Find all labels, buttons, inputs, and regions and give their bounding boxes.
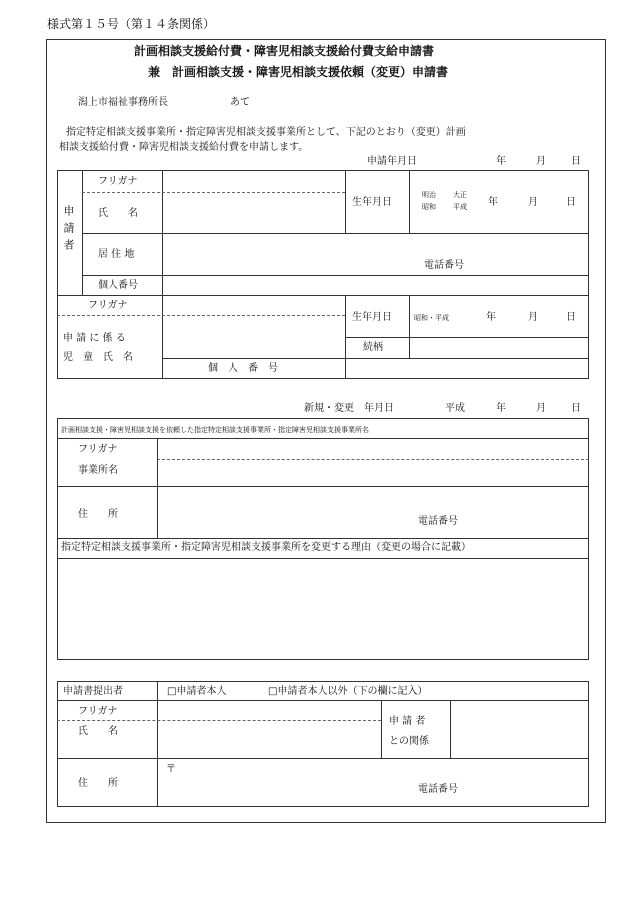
child-relation-label: 続柄: [363, 342, 383, 353]
child-birth-day-unit: 日: [566, 312, 576, 323]
change-date-year-unit: 年: [496, 403, 506, 414]
submitter-name-label: 氏 名: [78, 726, 118, 737]
child-label-line1: 申 請 に 係 る: [63, 333, 126, 344]
era-heisei-option: 平成: [453, 203, 467, 211]
office-table: [57, 418, 589, 660]
office-address-label: 住 所: [78, 509, 118, 520]
application-date-day-unit: 日: [571, 156, 581, 167]
submitter-phone-label: 電話番号: [418, 784, 458, 795]
addressee-suffix: あて: [230, 97, 250, 108]
submitter-relation-line2: との関係: [389, 736, 429, 747]
postal-mark: 〒: [166, 764, 176, 775]
addressee: 潟上市福祉事務所長: [78, 97, 168, 108]
office-name-label: 事業所名: [78, 465, 118, 476]
office-header: 計画相談支援・障害児相談支援を依頼した指定特定相談支援事業所・指定障害児相談支援事業所名: [61, 426, 369, 434]
applicant-birthdate-label: 生年月日: [352, 197, 392, 208]
change-date-day-unit: 日: [571, 403, 581, 414]
application-date-year-unit: 年: [496, 156, 506, 167]
change-date-label: 新規・変更 年月日: [304, 403, 394, 414]
child-birthdate-label: 生年月日: [352, 312, 392, 323]
child-birth-month-unit: 月: [528, 312, 538, 323]
era-meiji-option: 明治: [422, 191, 436, 199]
applicant-side-label: 申請者: [62, 205, 75, 256]
submitter-furigana-label: フリガナ: [78, 706, 118, 717]
form-title-line1: 計画相談支援給付費・障害児相談支援給付費支給申請書: [134, 44, 435, 58]
form-code: 様式第１５号（第１４条関係）: [47, 17, 216, 31]
era-showa-option: 昭和: [422, 203, 436, 211]
submitter-address-label: 住 所: [78, 778, 118, 789]
change-date-month-unit: 月: [536, 403, 546, 414]
change-date-era: 平成: [445, 403, 465, 414]
submitter-label: 申請書提出者: [63, 686, 123, 697]
child-birth-year-unit: 年: [486, 312, 496, 323]
submitter-option-self[interactable]: □申請者本人: [167, 686, 227, 697]
office-furigana-label: フリガナ: [78, 444, 118, 455]
office-phone-label: 電話番号: [418, 516, 458, 527]
child-label-line2: 児 童 氏 名: [63, 352, 133, 363]
intro-text-line2: 相談支援給付費・障害児相談支援給付費を申請します。: [59, 142, 309, 153]
applicant-name-label: 氏 名: [98, 208, 138, 219]
applicant-personal-number-label: 個人番号: [98, 280, 138, 291]
era-taisho-option: 大正: [453, 191, 467, 199]
applicant-phone-label: 電話番号: [424, 260, 464, 271]
child-era-options: 昭和・平成: [414, 314, 449, 322]
application-date-month-unit: 月: [536, 156, 546, 167]
child-furigana-label: フリガナ: [88, 300, 128, 311]
application-date-label: 申請年月日: [367, 156, 417, 167]
submitter-option-other[interactable]: □申請者本人以外（下の欄に記入）: [268, 686, 428, 697]
applicant-furigana-label: フリガナ: [98, 176, 138, 187]
applicant-address-label: 居 住 地: [98, 249, 135, 260]
change-reason-header: 指定特定相談支援事業所・指定障害児相談支援事業所を変更する理由（変更の場合に記載）: [61, 542, 471, 553]
child-personal-number-label: 個 人 番 号: [208, 363, 278, 374]
form-title-line2: 兼 計画相談支援・障害児相談支援依頼（変更）申請書: [148, 65, 449, 79]
applicant-birth-year-unit: 年: [488, 197, 498, 208]
applicant-birth-day-unit: 日: [566, 197, 576, 208]
intro-text-line1: 指定特定相談支援事業所・指定障害児相談支援事業所として、下記のとおり（変更）計画: [66, 127, 466, 138]
applicant-birth-month-unit: 月: [528, 197, 538, 208]
submitter-relation-line1: 申 請 者: [389, 716, 426, 727]
